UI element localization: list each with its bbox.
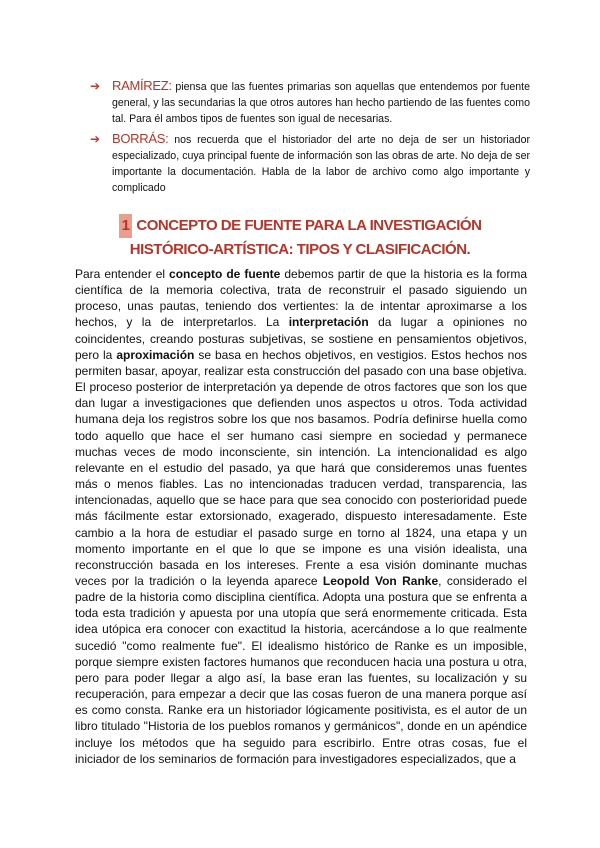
- bold-term: Leopold Von Ranke: [322, 573, 439, 588]
- bullet-list: [90, 78, 530, 199]
- text-run: se basa en hechos objetivos, en vestigios. Estos hechos nos permiten basar, apoyar, realizar esta construcción del pasado con una base objetiva. El proceso posterior de interpretación ya depende de otros factores que son los que dan lugar a investigaciones que defienden unos aspectos u otros. Toda actividad humana deja los registros sobre los que nos basamos. Podría definirse huella como todo aquello que hace el ser humano casi siempre en sociedad y permanece muchas veces de modo inconsciente, sin intención. La intencionalidad es algo relevante en el estudio del pasado, ya que hará que consideremos unas fuentes más o menos fiables. Las no intencionadas traducen verdad, transparencia, las intencionadas, aquello que se hace para que sea conocido con posterioridad puede más fácilmente estar extorsionado, exagerado, dispuesto interesadamente. Este cambio a la hora de estudiar el pasado surge en torno al 1824, una etapa y un momento importante en el que lo que se impone es una visión idealista, una reconstrucción basada en los intereses. Frente a esa visión dominante muchas veces por la tradición o la leyenda aparece: [75, 347, 528, 588]
- author-name: BORRÁS:: [112, 130, 169, 146]
- bold-term: interpretación: [288, 315, 369, 330]
- body-paragraph: [75, 266, 527, 767]
- bold-term: concepto de fuente: [169, 267, 281, 281]
- body-text: [75, 266, 527, 767]
- arrow-icon: ➔: [90, 131, 101, 146]
- text-run: Para entender el: [75, 267, 170, 281]
- bullet-text: [112, 131, 530, 197]
- bullet-body: piensa que las fuentes primarias son aquellas que entendemos por fuente general, y las secundarias la que otros autores han hecho partiendo de las fuentes como tal. Para él ambos tipos de fuentes son igual de necesarias.: [112, 81, 530, 126]
- heading-line-2: HISTÓRICO-ARTÍSTICA: TIPOS Y CLASIFICACIÓN.: [129, 241, 471, 258]
- bullet-ramirez: [90, 78, 530, 128]
- section-heading: [70, 214, 530, 262]
- text-run: , considerado el padre de la historia como disciplina científica. Adopta una postura que se enfrenta a toda esta tradición y apuesta por una utopía que será enormemente criticada. Esta idea utópica era conocer con exactitud la historia, acercándose a lo que realmente sucedió "como realmente fue". El idealismo histórico de Ranke es un imposible, porque siempre existen factores humanos que reconducen hacia una postura u otra, pero para poder llegar a algo así, la base eran las fuentes, su localización y su recuperación, para empezar a decir que las cosas fueron de una manera porque así es como consta. Ranke era un historiador lógicamente positivista, es el autor de un libro titulado "Historia de los pueblos romanos y germánicos", donde en un apéndice incluye los métodos que ha seguido para escribirlo. Entre otras cosas, fue el iniciador de los seminarios de formación para investigadores especializados, que a: [75, 573, 527, 766]
- arrow-icon: ➔: [90, 79, 101, 93]
- bold-term: aproximación: [116, 347, 195, 362]
- section-number: 1: [119, 214, 133, 238]
- heading-line-1: CONCEPTO DE FUENTE PARA LA INVESTIGACIÓN: [136, 217, 482, 234]
- bullet-borras: [90, 131, 530, 197]
- text-run: debemos partir de que la historia es la forma científica de la memoria colectiva, trata de reconstruir el pasado siguiendo un proceso, unas pautas, teniendo dos vertientes: la de intentar aproximarse a los hechos, y la de interpretarlos. La: [75, 267, 528, 330]
- bullet-text: [112, 78, 530, 128]
- author-name: RAMÍREZ:: [112, 78, 172, 93]
- bullet-body: nos recuerda que el historiador del arte no deja de ser un historiador especializado, cuya principal fuente de información son las obras de arte. No deja de ser importante la documentación. Habla de la labor de archivo como algo importante y complicado: [112, 133, 530, 195]
- text-run: da lugar a opiniones no coincidentes, creando posturas subjetivas, se sostiene en pensamientos objetivos, pero la: [75, 315, 527, 362]
